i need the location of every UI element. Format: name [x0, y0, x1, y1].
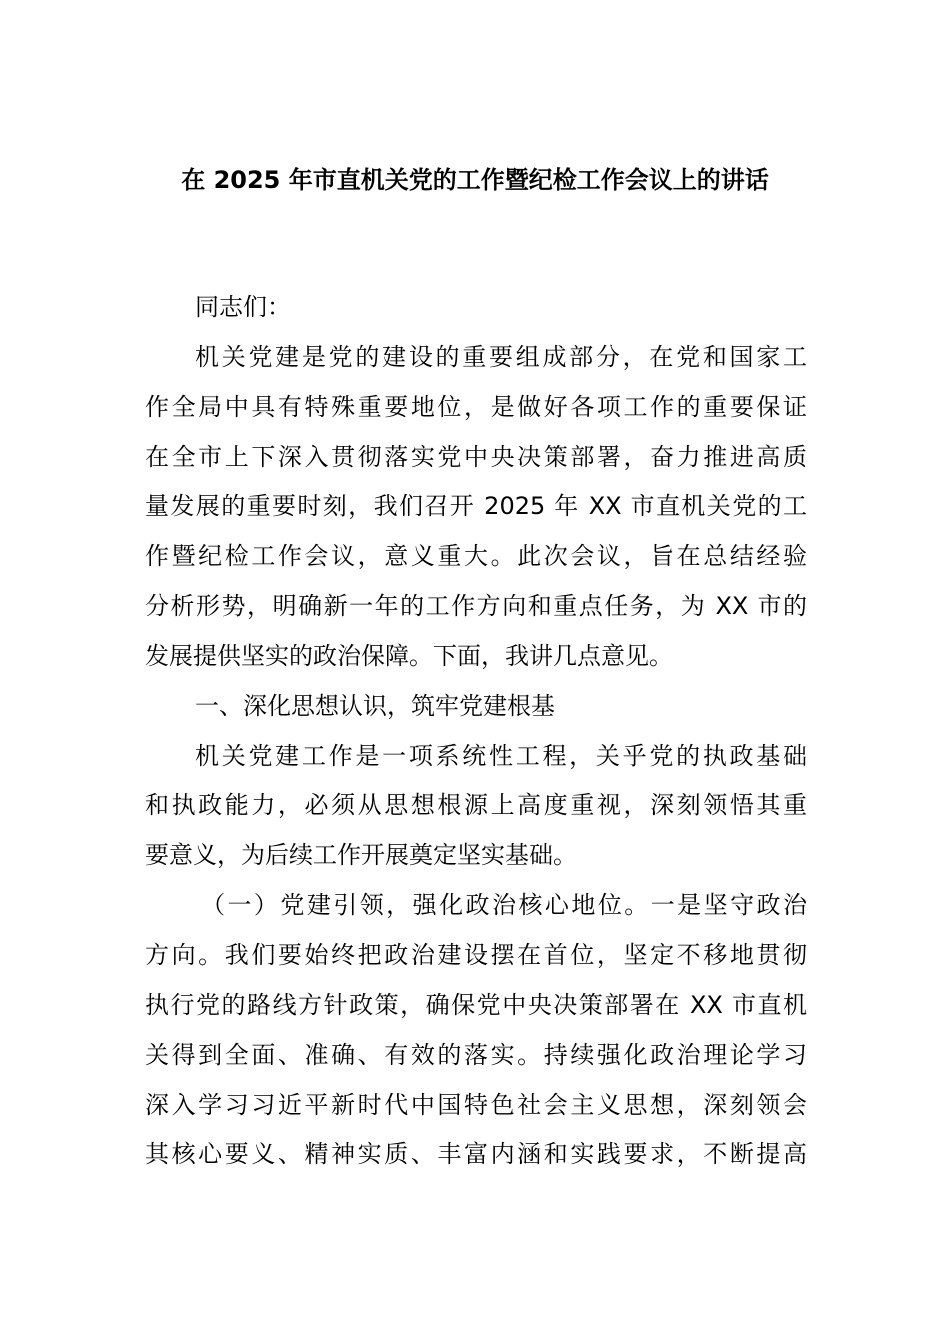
salutation-line: 同志们：: [195, 293, 291, 321]
subsection-line: （一）党建引领，强化政治核心地位。一是坚守政治: [201, 891, 807, 920]
paragraph-line: 关得到全面、准确、有效的落实。持续强化政治理论学习: [145, 1040, 807, 1069]
paragraph-line: 在全市上下深入贯彻落实党中央决策部署，奋力推进高质: [145, 442, 807, 471]
document-body: [145, 283, 807, 1180]
paragraph-line: 其核心要义、精神实质、丰富内涵和实践要求，不断提高: [145, 1140, 807, 1169]
document-title: 在 2025 年市直机关党的工作暨纪检工作会议上的讲话: [181, 166, 769, 194]
paragraph-line: 作暨纪检工作会议，意义重大。此次会议，旨在总结经验: [145, 542, 807, 571]
paragraph-line: 机关党建工作是一项系统性工程，关乎党的执政基础: [195, 741, 807, 770]
paragraph-line: 要意义，为后续工作开展奠定坚实基础。: [145, 841, 577, 870]
paragraph-line: 执行党的路线方针政策，确保党中央决策部署在 XX 市直机: [145, 990, 807, 1019]
paragraph-line: 发展提供坚实的政治保障。下面，我讲几点意见。: [145, 641, 673, 670]
paragraph-line: 和执政能力，必须从思想根源上高度重视，深刻领悟其重: [145, 791, 807, 820]
paragraph-line: 机关党建是党的建设的重要组成部分，在党和国家工: [195, 342, 807, 371]
paragraph-line: 量发展的重要时刻，我们召开 2025 年 XX 市直机关党的工: [145, 492, 807, 521]
paragraph-line: 深入学习习近平新时代中国特色社会主义思想，深刻领会: [145, 1090, 807, 1119]
paragraph-line: 方向。我们要始终把政治建设摆在首位，坚定不移地贯彻: [145, 940, 807, 969]
section-heading: 一、深化思想认识，筑牢党建根基: [195, 691, 555, 720]
paragraph-line: 分析形势，明确新一年的工作方向和重点任务，为 XX 市的: [145, 592, 807, 621]
paragraph-line: 作全局中具有特殊重要地位，是做好各项工作的重要保证: [145, 392, 807, 421]
